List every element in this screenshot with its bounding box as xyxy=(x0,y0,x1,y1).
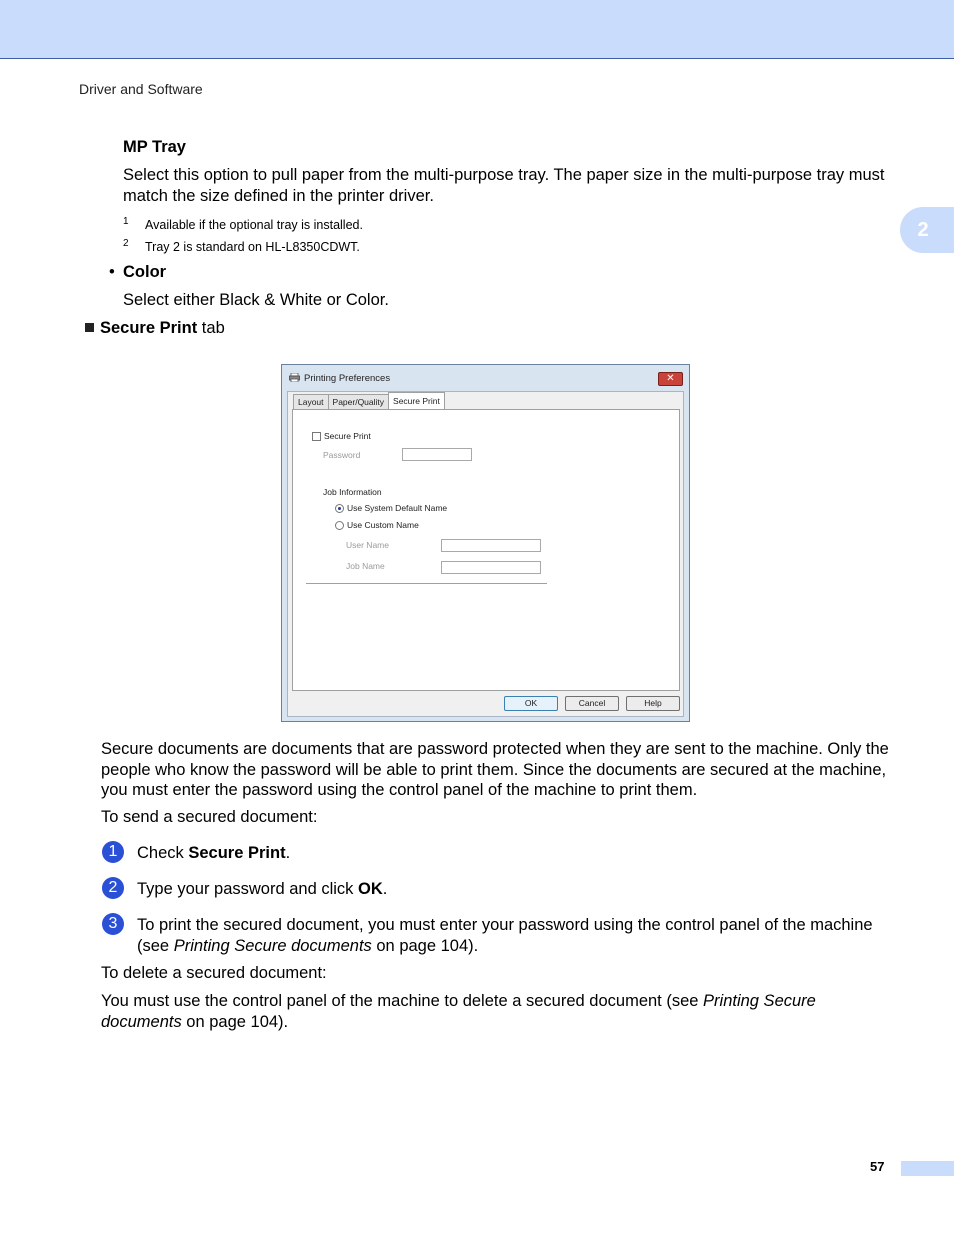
delete-text: You must use the control panel of the machine to delete a secured document (see Printing Secure documents on page 104). xyxy=(101,992,816,1031)
step-2-text: Type your password and click OK. xyxy=(137,880,388,898)
mp-tray-heading: MP Tray xyxy=(123,138,186,156)
delete-heading: To delete a secured document: xyxy=(101,964,327,982)
top-header-band xyxy=(0,0,954,59)
secure-print-checkbox[interactable] xyxy=(312,432,321,441)
printing-preferences-dialog xyxy=(281,364,690,722)
group-separator xyxy=(306,583,547,584)
footnote-1-number: 1 xyxy=(123,216,129,227)
password-input[interactable] xyxy=(402,448,472,461)
user-name-input[interactable] xyxy=(441,539,541,552)
step-3-text: To print the secured document, you must enter your password using the control panel of the machine (see Printing Secure documents on page 104). xyxy=(137,916,873,955)
job-name-label: Job Name xyxy=(346,561,385,571)
user-name-label: User Name xyxy=(346,540,389,550)
running-header: Driver and Software xyxy=(79,81,203,97)
radio-custom-name-label: Use Custom Name xyxy=(347,520,419,530)
close-icon[interactable]: ✕ xyxy=(658,372,683,386)
ok-button[interactable]: OK xyxy=(504,696,558,711)
password-label: Password xyxy=(323,450,361,460)
intro-paragraph: Secure documents are documents that are password protected when they are sent to the machine. Only the people who know the password will be able to print them. Since the documents are secured at the machine, you must enter the password using the control panel of the machine to print them. xyxy=(101,740,889,799)
job-information-label: Job Information xyxy=(323,487,382,497)
page-number: 57 xyxy=(870,1159,885,1174)
secure-print-tab-heading: Secure Print tab xyxy=(85,318,225,339)
step-3-number: 3 xyxy=(102,913,124,935)
tab-paper-quality[interactable]: Paper/Quality xyxy=(328,394,390,410)
printer-icon xyxy=(289,373,300,382)
step-1-number: 1 xyxy=(102,841,124,863)
secure-print-label: Secure Print xyxy=(324,431,371,441)
mp-tray-text: Select this option to pull paper from the multi-purpose tray. The paper size in the multi-purpose tray must match the size defined in the printer driver. xyxy=(123,166,885,205)
footnote-1-text: Available if the optional tray is installed. xyxy=(145,218,363,232)
dialog-title: Printing Preferences xyxy=(304,373,391,384)
help-button[interactable]: Help xyxy=(626,696,680,711)
color-heading: Color xyxy=(123,263,167,281)
color-bullet: • xyxy=(109,263,115,281)
footnote-2-text: Tray 2 is standard on HL-L8350CDWT. xyxy=(145,240,360,254)
chapter-tab: 2 xyxy=(900,207,954,253)
square-bullet-icon xyxy=(85,323,94,332)
radio-system-default-name[interactable] xyxy=(335,504,344,513)
cancel-button[interactable]: Cancel xyxy=(565,696,619,711)
tab-strip xyxy=(293,394,444,410)
tab-layout[interactable]: Layout xyxy=(293,394,329,410)
job-name-input[interactable] xyxy=(441,561,541,574)
step-2-number: 2 xyxy=(102,877,124,899)
tab-secure-print[interactable]: Secure Print xyxy=(388,392,445,411)
radio-system-default-name-label: Use System Default Name xyxy=(347,503,448,513)
dialog-body xyxy=(287,391,684,717)
secure-print-panel xyxy=(292,409,680,691)
send-heading: To send a secured document: xyxy=(101,808,318,826)
footnote-2-number: 2 xyxy=(123,238,129,249)
color-text: Select either Black & White or Color. xyxy=(123,291,389,309)
step-1-text: Check Secure Print. xyxy=(137,844,291,862)
footer-band xyxy=(901,1161,954,1176)
radio-custom-name[interactable] xyxy=(335,521,344,530)
